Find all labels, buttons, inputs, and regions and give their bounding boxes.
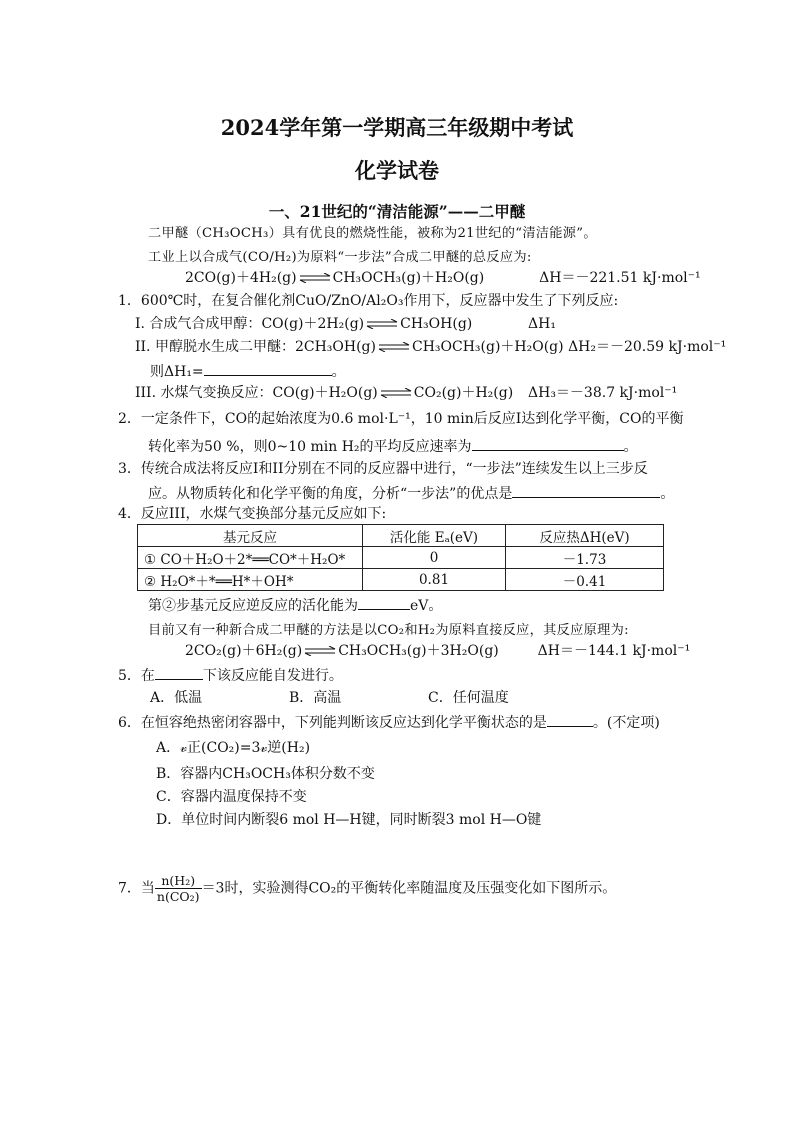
ask-label: 则ΔH₁= [150,364,204,380]
equilibrium-arrow-icon [299,273,331,283]
equation-total [185,268,701,288]
q1-reaction-2 [135,337,726,357]
r3-right: CO₂(g)＋H₂(g) [413,385,514,401]
cell-ea: 0 [363,547,506,569]
r1-label: I. 合成气合成甲醇： [135,316,262,332]
fraction-denominator: n(CO₂) [156,889,200,904]
q5-option-a[interactable]: A．低温 [150,690,203,706]
cell-dh: －0.41 [506,569,664,591]
r2-dh: ΔH₂＝－20.59 kJ·mol⁻¹ [568,339,727,355]
answer-blank-equilibrium[interactable] [547,711,593,727]
q7-pre: 7．当 [118,880,155,897]
q3-end: 。 [660,486,675,502]
header-ea: 活化能 Eₐ(eV) [363,525,506,547]
table-header-row [138,525,664,547]
nm-right: CH₃OCH₃(g)＋3H₂O(g) [338,643,499,659]
ask-end: 。 [331,364,346,380]
equation-right: CH₃OCH₃(g)＋H₂O(g) [332,270,485,286]
q6-option-d[interactable]: D．单位时间内断裂6 mol H—H键，同时断裂3 mol H—O键 [156,812,542,828]
r1-left: CO(g)＋2H₂(g) [261,316,365,332]
r1-right: CH₃OH(g) [400,316,473,332]
q2-line-1: 2．一定条件下，CO的起始浓度为0.6 mol·L⁻¹，10 min后反应I达到化学平衡，CO的平衡 [118,411,684,427]
header-reaction: 基元反应 [138,525,363,547]
table-row [138,569,664,591]
r1-dh: ΔH₁ [528,316,556,332]
r3-label: III. 水煤气变换反应： [135,385,273,401]
elementary-reaction-table [137,524,664,591]
exam-title: 2024学年第一学期高三年级期中考试 [220,115,574,140]
equilibrium-arrow-icon [378,342,410,352]
q6-option-a[interactable]: A．𝓋正(CO₂)=3𝓋逆(H₂) [156,740,311,756]
q1-reaction-3 [135,383,513,403]
q4-after [148,594,442,616]
intro-line-2: 工业上以合成气(CO/H₂)为原料“一步法”合成二甲醚的总反应为: [148,250,532,265]
answer-blank-dh1[interactable] [204,360,332,376]
q2-line-2 [148,435,638,457]
cell-reaction: ② H₂O*＋*══H*＋OH* [138,569,363,591]
ratio-fraction [155,873,202,904]
r3-left: CO(g)＋H₂O(g) [272,385,378,401]
nm-left: 2CO₂(g)＋6H₂(g) [185,643,303,659]
q1-reaction-1 [135,314,472,334]
q4-after-unit: eV。 [410,598,443,614]
q3-text: 应。从物质转化和化学平衡的角度，分析“一步法”的优点是 [148,486,513,502]
q7-post: ＝3时，实验测得CO₂的平衡转化率随温度及压强变化如下图所示。 [201,880,617,897]
r3-dh: ΔH₃＝－38.7 kJ·mol⁻¹ [528,385,678,401]
equation-left: 2CO(g)＋4H₂(g) [185,270,297,286]
answer-blank-advantage[interactable] [512,482,660,498]
answer-blank-temperature[interactable] [155,664,203,680]
q3-line-1: 3．传统合成法将反应I和II分别在不同的反应器中进行，“一步法”连续发生以上三步反 [118,461,648,477]
q4-after-text: 第②步基元反应逆反应的活化能为 [148,598,358,614]
q4-stem: 4．反应III，水煤气变换部分基元反应如下: [118,506,387,522]
equilibrium-arrow-icon [366,319,398,329]
header-dh: 反应热ΔH(eV) [506,525,664,547]
equilibrium-arrow-icon [380,388,412,398]
equation-dh: ΔH＝－221.51 kJ·mol⁻¹ [539,270,701,286]
q5-stem [118,664,343,686]
cell-dh: －1.73 [506,547,664,569]
q3-line-2 [148,482,674,504]
cell-ea: 0.81 [363,569,506,591]
q6-post: 。(不定项) [592,715,660,731]
intro-line-1: 二甲醚（CH₃OCH₃）具有优良的燃烧性能，被称为21世纪的“清洁能源”。 [148,226,597,241]
q5-post: 下该反应能自发进行。 [202,668,343,684]
q6-pre: 6．在恒容绝热密闭容器中，下列能判断该反应达到化学平衡状态的是 [118,715,547,731]
r2-label: II. 甲醇脱水生成二甲醚： [135,339,295,355]
q7-stem [118,873,616,904]
answer-blank-ea[interactable] [358,594,410,610]
cell-reaction: ① CO＋H₂O＋2*══CO*＋H₂O* [138,547,363,569]
q5-option-b[interactable]: B．高温 [289,690,342,706]
q6-option-b[interactable]: B．容器内CH₃OCH₃体积分数不变 [156,766,375,782]
new-method-equation [185,641,690,661]
fraction-numerator: n(H₂) [155,873,202,889]
section-heading: 一、21世纪的“清洁能源”——二甲醚 [268,202,526,221]
q6-option-c[interactable]: C．容器内温度保持不变 [156,789,307,805]
r2-right: CH₃OCH₃(g)＋H₂O(g) [411,339,564,355]
q6-stem [118,711,660,733]
q2-end: 。 [623,439,638,455]
q1-ask [150,360,346,382]
r2-left: 2CH₃OH(g) [294,339,376,355]
answer-blank-rate[interactable] [472,435,624,451]
nm-dh: ΔH＝－144.1 kJ·mol⁻¹ [537,643,691,659]
q1-stem: 1．600℃时，在复合催化剂CuO/ZnO/Al₂O₃作用下，反应器中发生了下列反应: [118,293,619,309]
subject-title: 化学试卷 [355,158,439,183]
q5-option-c[interactable]: C．任何温度 [428,690,509,706]
equilibrium-arrow-icon [304,646,336,656]
table-row [138,547,664,569]
new-method-text: 目前又有一种新合成二甲醚的方法是以CO₂和H₂为原料直接反应，其反应原理为: [148,623,629,638]
q2-text: 转化率为50 %，则0~10 min H₂的平均反应速率为 [148,439,472,455]
q5-pre: 5．在 [118,668,155,684]
